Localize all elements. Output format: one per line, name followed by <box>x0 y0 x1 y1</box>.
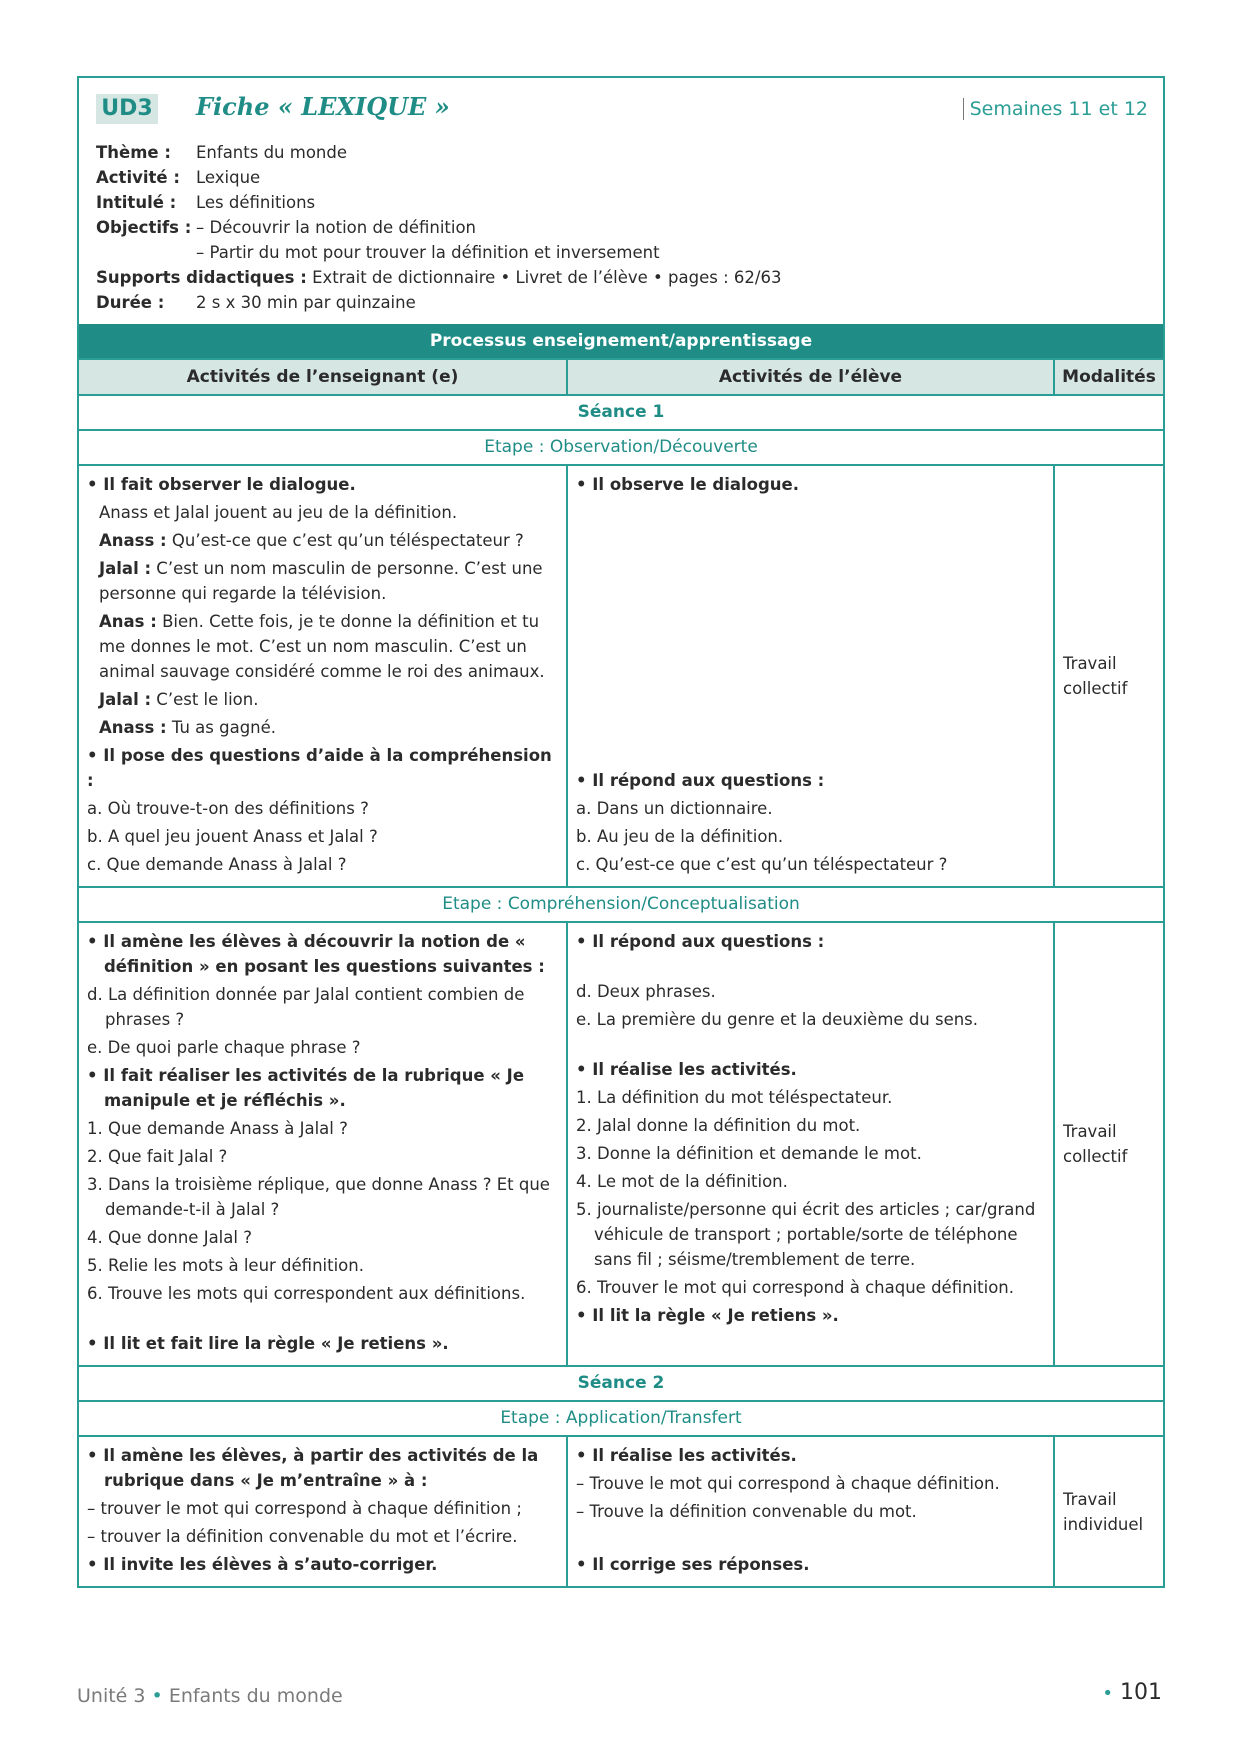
text: 5. Relie les mots à leur définition. <box>87 1256 364 1275</box>
line: Bien. Cette fois, je te donne la définition et tu me donnes le mot. C’est un nom masculin. C’est un animal sauvage considéré comme le roi des animaux. <box>99 612 545 681</box>
sheet-title: Fiche « LEXIQUE » <box>196 92 450 121</box>
etape-1-title: Etape : Observation/Découverte <box>79 429 1163 464</box>
duree-value: 2 s x 30 min par quinzaine <box>196 293 416 312</box>
objectifs-label: Objectifs : <box>96 218 192 237</box>
block2-modality <box>1053 921 1163 1365</box>
unit-badge: UD3 <box>96 94 158 124</box>
text: 2. Jalal donne la définition du mot. <box>576 1116 861 1135</box>
text: Anass et Jalal jouent au jeu de la définition. <box>99 503 458 522</box>
text: – trouver le mot qui correspond à chaque définition ; <box>87 1499 522 1518</box>
text: • Il corrige ses réponses. <box>576 1555 810 1574</box>
intitule-value: Les définitions <box>196 193 316 212</box>
text: • Il lit la règle « Je retiens ». <box>576 1306 839 1325</box>
block2-teacher <box>79 921 566 1365</box>
block3-student <box>566 1435 1053 1586</box>
text: • Il amène les élèves, à partir des activités de la rubrique dans « Je m’entraîne » à : <box>87 1446 539 1490</box>
text: c. Qu’est-ce que c’est qu’un téléspectateur ? <box>576 855 948 874</box>
text: 3. Donne la définition et demande le mot. <box>576 1144 922 1163</box>
text: 6. Trouve les mots qui correspondent aux définitions. <box>87 1284 526 1303</box>
line: Qu’est-ce que c’est qu’un téléspectateur ? <box>166 531 524 550</box>
text: • Il réalise les activités. <box>576 1060 797 1079</box>
block2-student <box>566 921 1053 1365</box>
speaker: Anas : <box>99 612 157 631</box>
text: b. Au jeu de la définition. <box>576 827 784 846</box>
text: • Il fait réaliser les activités de la rubrique « Je manipule et je réfléchis ». <box>87 1066 525 1110</box>
speaker: Anass : <box>99 718 167 737</box>
objectif-1: – Découvrir la notion de définition <box>196 218 477 237</box>
text: e. De quoi parle chaque phrase ? <box>87 1038 361 1057</box>
text: 4. Que donne Jalal ? <box>87 1228 252 1247</box>
text: b. A quel jeu jouent Anass et Jalal ? <box>87 827 378 846</box>
block1-teacher <box>79 464 566 886</box>
text: – Trouve la définition convenable du mot. <box>576 1502 917 1521</box>
line: C’est un nom masculin de personne. C’est une personne qui regarde la télévision. <box>99 559 543 603</box>
text: 2. Que fait Jalal ? <box>87 1147 228 1166</box>
theme-label: Thème : <box>96 143 171 162</box>
seance-1-title: Séance 1 <box>79 394 1163 429</box>
weeks-label: Semaines 11 et 12 <box>963 98 1148 120</box>
speaker: Jalal : <box>99 690 152 709</box>
modality-text: Travail collectif <box>1063 1122 1128 1166</box>
etape-2-title: Etape : Compréhension/Conceptualisation <box>79 886 1163 921</box>
block3-modality <box>1053 1435 1163 1586</box>
page-number <box>1102 1680 1162 1705</box>
speaker: Jalal : <box>99 559 152 578</box>
text: d. Deux phrases. <box>576 982 716 1001</box>
activity-table <box>79 358 1163 1586</box>
footer-title: Enfants du monde <box>168 1685 343 1707</box>
duree-label: Durée : <box>96 293 165 312</box>
footer-unit-label: Unité 3 <box>77 1685 146 1707</box>
text: • Il fait observer le dialogue. <box>87 475 356 494</box>
text: 3. Dans la troisième réplique, que donne Anass ? Et que demande-t-il à Jalal ? <box>87 1175 550 1219</box>
col-mod-header: Modalités <box>1053 358 1163 394</box>
text: 4. Le mot de la définition. <box>576 1172 788 1191</box>
etape-3-title: Etape : Application/Transfert <box>79 1400 1163 1435</box>
text: • Il invite les élèves à s’auto-corriger. <box>87 1555 438 1574</box>
text: – Trouve le mot qui correspond à chaque définition. <box>576 1474 1000 1493</box>
footer-bullet: • <box>151 1685 163 1707</box>
text: • Il réalise les activités. <box>576 1446 797 1465</box>
text: e. La première du genre et la deuxième du sens. <box>576 1010 979 1029</box>
line: C’est le lion. <box>151 690 259 709</box>
text: • Il lit et fait lire la règle « Je retiens ». <box>87 1334 449 1353</box>
col-student-header: Activités de l’élève <box>566 358 1053 394</box>
seance-2-title: Séance 2 <box>79 1365 1163 1400</box>
col-teacher-header: Activités de l’enseignant (e) <box>79 358 566 394</box>
supports-value: Extrait de dictionnaire • Livret de l’élève • pages : 62/63 <box>312 268 782 287</box>
modality-text: Travail individuel <box>1063 1489 1144 1534</box>
text: – trouver la définition convenable du mot et l’écrire. <box>87 1527 518 1546</box>
activite-label: Activité : <box>96 168 180 187</box>
text: a. Dans un dictionnaire. <box>576 799 773 818</box>
supports-label: Supports didactiques : <box>96 268 307 287</box>
text: 5. journaliste/personne qui écrit des articles ; car/grand véhicule de transport ; portable/sorte de téléphone sans fil ; séisme/tremblement de terre. <box>576 1200 1036 1269</box>
text: a. Où trouve-t-on des définitions ? <box>87 799 369 818</box>
text: • Il répond aux questions : <box>576 771 825 790</box>
activite-value: Lexique <box>196 168 261 187</box>
text: • Il amène les élèves à découvrir la notion de « définition » en posant les questions suivantes : <box>87 932 545 976</box>
sheet-header <box>79 78 1163 324</box>
text: c. Que demande Anass à Jalal ? <box>87 855 347 874</box>
sheet-info <box>96 140 781 315</box>
process-title: Processus enseignement/apprentissage <box>79 324 1163 358</box>
theme-value: Enfants du monde <box>196 143 347 162</box>
block3-teacher <box>79 1435 566 1586</box>
page-number-value: 101 <box>1120 1680 1162 1705</box>
page-bullet: • <box>1102 1683 1113 1704</box>
text: • Il pose des questions d’aide à la compréhension : <box>87 746 552 790</box>
line: Tu as gagné. <box>166 718 277 737</box>
text: • Il répond aux questions : <box>576 932 825 951</box>
intitule-label: Intitulé : <box>96 193 177 212</box>
text: d. La définition donnée par Jalal contient combien de phrases ? <box>87 985 525 1029</box>
text: 1. Que demande Anass à Jalal ? <box>87 1119 348 1138</box>
block1-student <box>566 464 1053 886</box>
footer-unit <box>77 1685 343 1707</box>
lesson-sheet <box>77 76 1165 1588</box>
text: • Il observe le dialogue. <box>576 475 800 494</box>
modality-text: Travail collectif <box>1063 654 1128 698</box>
speaker: Anass : <box>99 531 167 550</box>
text: 1. La définition du mot téléspectateur. <box>576 1088 893 1107</box>
objectif-2: – Partir du mot pour trouver la définition et inversement <box>196 243 660 262</box>
block1-modality <box>1053 464 1163 886</box>
text: 6. Trouver le mot qui correspond à chaque définition. <box>576 1278 1014 1297</box>
